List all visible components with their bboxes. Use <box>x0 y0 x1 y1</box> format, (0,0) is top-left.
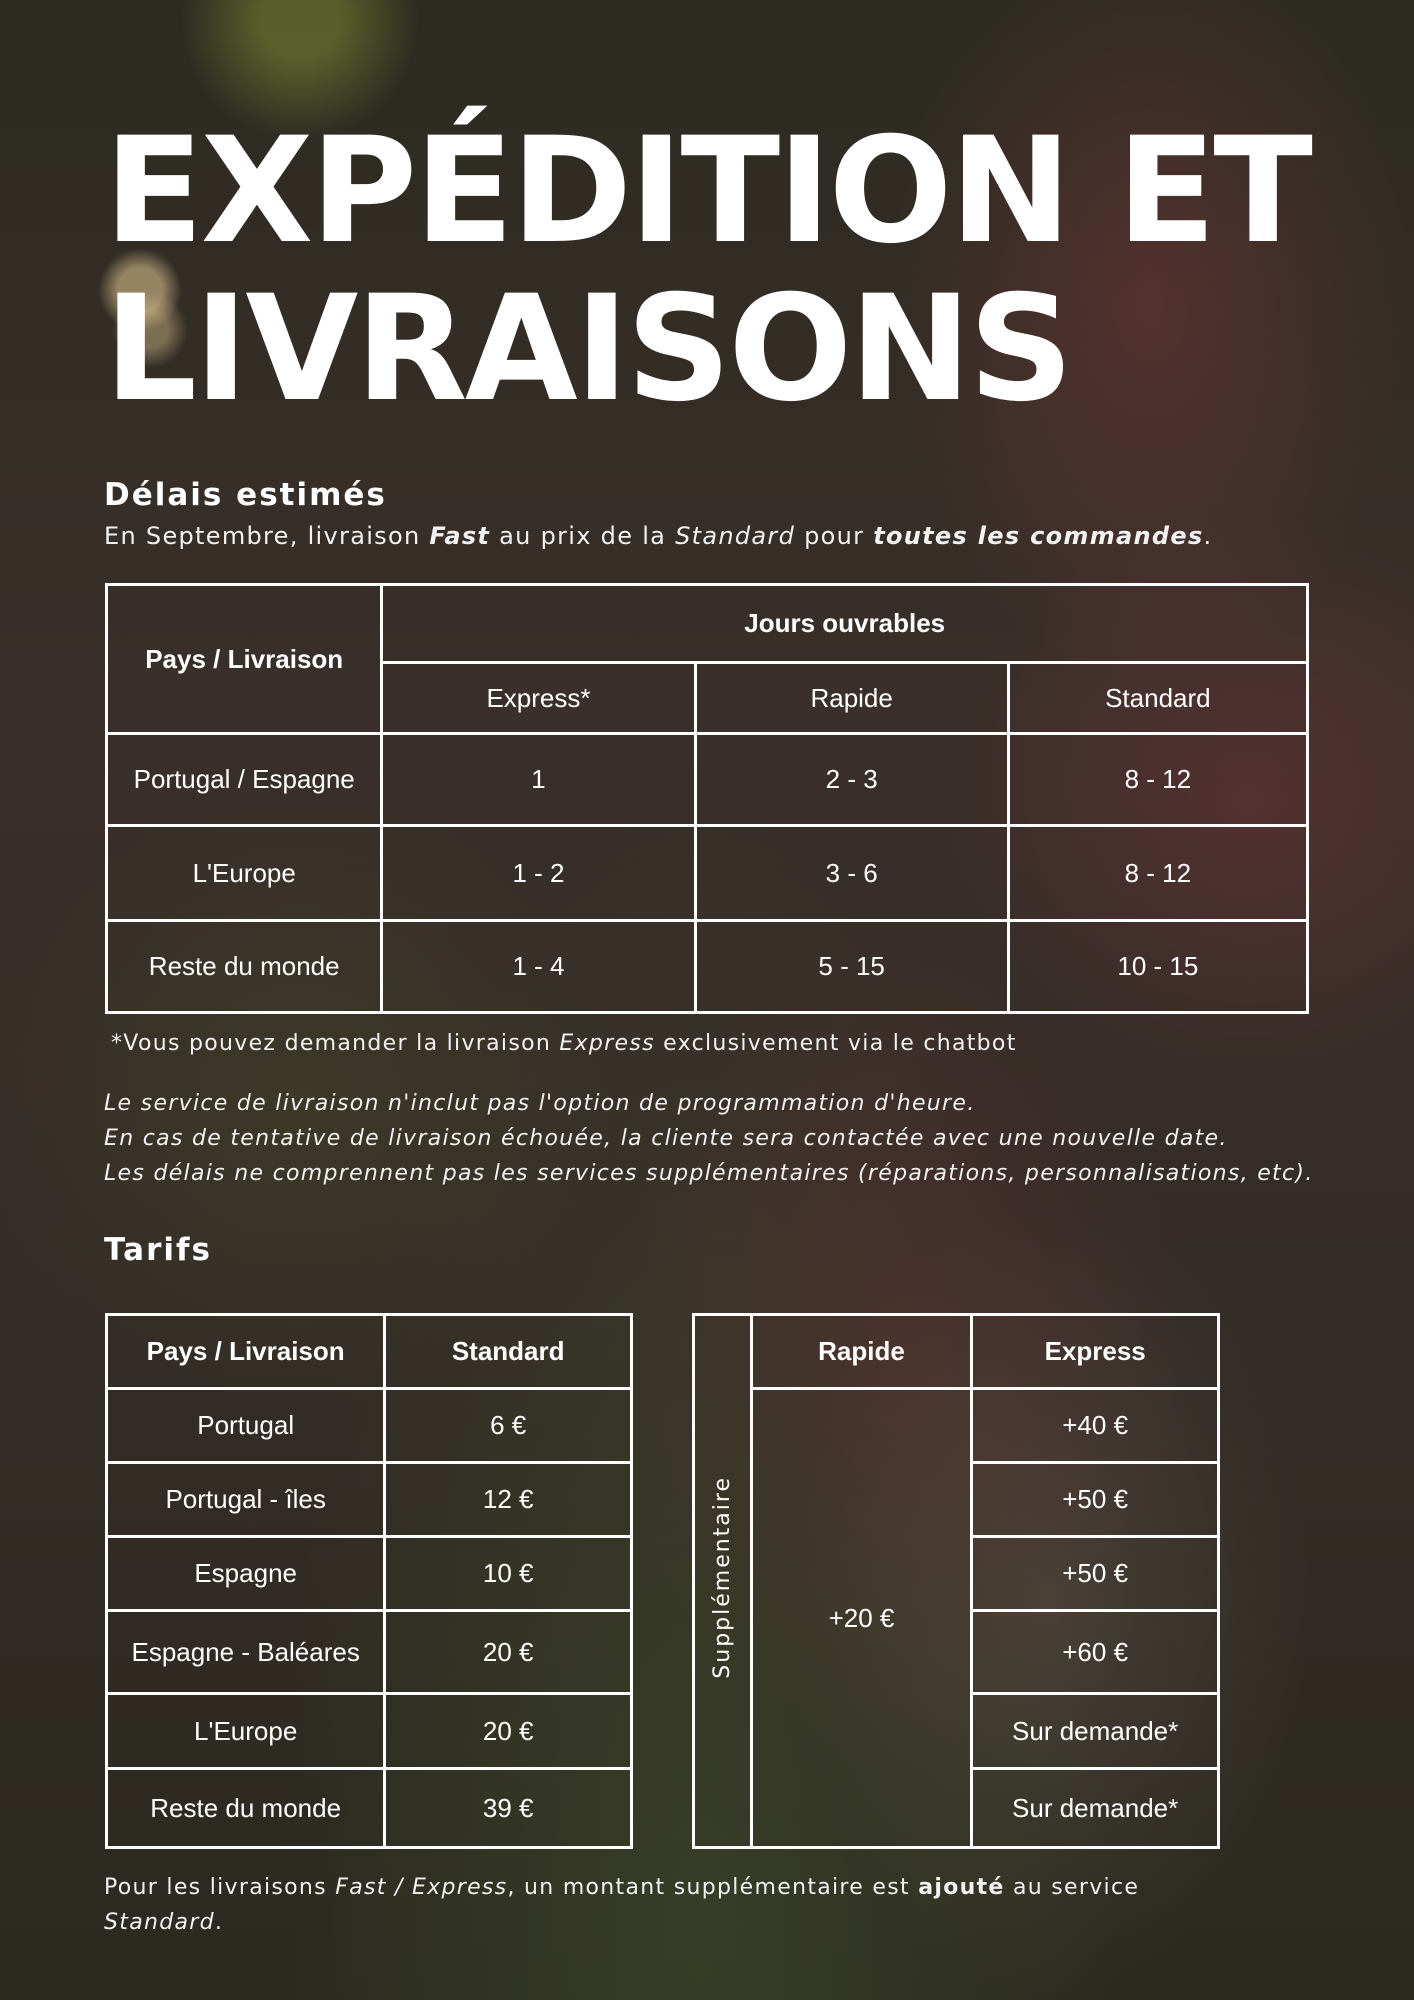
lead-part: au prix de la <box>490 522 676 550</box>
table-header-row <box>107 585 1308 663</box>
cell-value: 2 - 3 <box>695 734 1008 826</box>
cell-value: 1 - 4 <box>382 921 695 1013</box>
cell-value: 5 - 15 <box>695 921 1008 1013</box>
cell-value: 1 <box>382 734 695 826</box>
tarifs-footnote <box>104 1870 1254 1940</box>
note-part: exclusivement via le chatbot <box>654 1031 1017 1056</box>
cell-price: 39 € <box>385 1769 632 1848</box>
column-header-rapide: Rapide <box>695 663 1008 734</box>
column-header-express: Express <box>972 1315 1219 1389</box>
column-header-country: Pays / Livraison <box>107 1315 385 1389</box>
title-line-2: LIVRAISONS <box>104 264 1071 434</box>
cell-price: 20 € <box>385 1694 632 1769</box>
row-country: L'Europe <box>107 1694 385 1769</box>
standard-prices-table <box>105 1313 633 1849</box>
table-header-row <box>694 1315 1219 1389</box>
foot-part: . <box>214 1910 224 1935</box>
table-row <box>107 1463 632 1537</box>
page-title <box>104 106 1344 434</box>
row-country: Portugal - îles <box>107 1463 385 1537</box>
express-extra-price: Sur demande* <box>972 1694 1219 1769</box>
corner-header: Pays / Livraison <box>107 585 382 734</box>
foot-part: , un montant supplémentaire est <box>507 1875 919 1900</box>
column-header-standard: Standard <box>385 1315 632 1389</box>
extra-prices-table <box>692 1313 1220 1849</box>
column-header-standard: Standard <box>1008 663 1307 734</box>
section-heading-tarifs: Tarifs <box>104 1232 212 1268</box>
cell-value: 8 - 12 <box>1008 826 1307 921</box>
express-extra-price: +50 € <box>972 1463 1219 1537</box>
cell-price: 20 € <box>385 1611 632 1694</box>
table-row <box>107 1611 632 1694</box>
service-note: En cas de tentative de livraison échouée, la cliente sera contactée avec une nouvelle date. <box>104 1126 1228 1151</box>
service-note: Le service de livraison n'inclut pas l'option de programmation d'heure. <box>104 1091 976 1116</box>
column-header-rapide: Rapide <box>751 1315 972 1389</box>
table-row <box>107 1389 632 1463</box>
group-header: Jours ouvrables <box>382 585 1308 663</box>
cell-price: 6 € <box>385 1389 632 1463</box>
cell-value: 8 - 12 <box>1008 734 1307 826</box>
section-heading-delais: Délais estimés <box>104 477 387 513</box>
note-part: *Vous pouvez demander la livraison <box>111 1031 560 1056</box>
side-label-cell <box>694 1315 752 1848</box>
row-country: Reste du monde <box>107 1769 385 1848</box>
table-row <box>694 1389 1219 1463</box>
lead-italic-standard: Standard <box>675 522 796 550</box>
cell-value: 10 - 15 <box>1008 921 1307 1013</box>
row-country: Espagne <box>107 1537 385 1611</box>
cell-price: 12 € <box>385 1463 632 1537</box>
row-country: Espagne - Baléares <box>107 1611 385 1694</box>
express-extra-price: +50 € <box>972 1537 1219 1611</box>
table-row <box>107 1694 632 1769</box>
cell-value: 3 - 6 <box>695 826 1008 921</box>
foot-italic-fast-express: Fast / Express <box>335 1875 508 1900</box>
foot-part: Pour les livraisons <box>104 1875 336 1900</box>
express-extra-price: Sur demande* <box>972 1769 1219 1848</box>
foot-part: au service <box>1004 1875 1140 1900</box>
row-country: Portugal <box>107 1389 385 1463</box>
table-row <box>107 734 1308 826</box>
lead-part: . <box>1203 522 1213 550</box>
row-country: Portugal / Espagne <box>107 734 382 826</box>
row-country: L'Europe <box>107 826 382 921</box>
title-line-1: EXPÉDITION ET <box>104 106 1310 276</box>
foot-bold-added: ajouté <box>918 1875 1005 1900</box>
lead-bold-fast: Fast <box>429 522 491 550</box>
lead-part: pour <box>795 522 874 550</box>
row-country: Reste du monde <box>107 921 382 1013</box>
service-note: Les délais ne comprennent pas les services supplémentaires (réparations, personnalisations, etc). <box>104 1161 1314 1186</box>
note-italic-express: Express <box>559 1031 655 1056</box>
express-extra-price: +60 € <box>972 1611 1219 1694</box>
column-header-express: Express* <box>382 663 695 734</box>
delais-lead-text <box>104 522 1212 550</box>
foot-italic-standard: Standard <box>104 1910 215 1935</box>
table-row <box>107 1537 632 1611</box>
table-row <box>107 921 1308 1013</box>
cell-value: 1 - 2 <box>382 826 695 921</box>
table-row <box>107 826 1308 921</box>
express-extra-price: +40 € <box>972 1389 1219 1463</box>
table-row <box>107 1769 632 1848</box>
service-notes <box>104 1086 1314 1191</box>
cell-price: 10 € <box>385 1537 632 1611</box>
table-header-row <box>107 1315 632 1389</box>
rapide-extra-price: +20 € <box>751 1389 972 1848</box>
express-footnote <box>111 1031 1017 1056</box>
delivery-times-table <box>105 583 1309 1014</box>
side-label: Supplémentaire <box>709 1476 735 1679</box>
lead-part: En Septembre, livraison <box>104 522 430 550</box>
lead-bold-all-orders: toutes les commandes <box>873 522 1204 550</box>
